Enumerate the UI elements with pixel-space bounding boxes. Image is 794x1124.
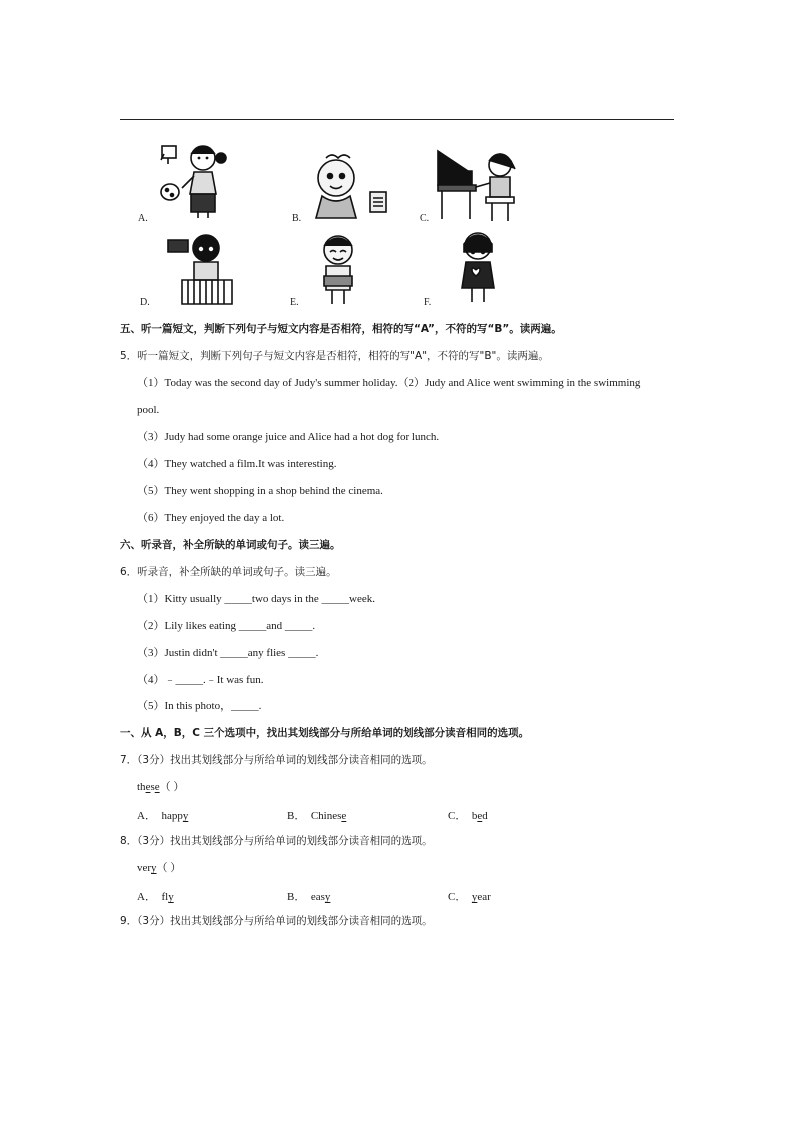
question-6-item: （3）Justin didn't _____any flies _____. — [137, 647, 319, 659]
picture-label: B. — [292, 213, 302, 224]
picture-e-girl-book — [308, 232, 368, 306]
question-5-item: （3）Judy had some orange juice and Alice had a hot dog for lunch. — [137, 431, 440, 443]
question-8-stem: 8．（3分）找出其划线部分与所给单词的划线部分读音相同的选项。 — [120, 835, 433, 847]
question-6-item: （2）Lily likes eating _____and _____. — [137, 620, 316, 632]
question-9-stem: 9．（3分）找出其划线部分与所给单词的划线部分读音相同的选项。 — [120, 915, 433, 927]
picture-b-baby-reading — [310, 152, 392, 224]
question-7-option-c[interactable]: C． bed — [448, 810, 488, 822]
question-5-stem: 5．听一篇短文，判断下列句子与短文内容是否相符，相符的写"A"，不符的写"B"。读两遍。 — [120, 350, 549, 362]
picture-c-piano-girl — [436, 145, 526, 225]
section6-heading: 六、听录音，补全所缺的单词或句子。读三遍。 — [120, 539, 341, 551]
picture-label: C. — [420, 213, 430, 224]
question-8-word: very（ ） — [137, 862, 182, 874]
question-5-item: pool. — [137, 404, 160, 416]
picture-a-painting-girl — [158, 140, 248, 220]
question-5-item: （6）They enjoyed the day a lot. — [137, 512, 285, 524]
picture-label: F. — [424, 297, 432, 308]
question-5-item: （4）They watched a film.It was interesting. — [137, 458, 337, 470]
question-6-item: （5）In this photo，_____. — [137, 700, 262, 712]
question-6-item: （1）Kitty usually _____two days in the _____week. — [137, 593, 376, 605]
question-6-stem: 6．听录音，补全所缺的单词或句子。读三遍。 — [120, 566, 337, 578]
picture-d-teacher-keyboard — [160, 230, 240, 306]
question-7-option-b[interactable]: B． Chinese — [287, 810, 347, 822]
question-7-word: these（ ） — [137, 781, 185, 793]
picture-f-girl-heart — [450, 230, 510, 306]
question-8-option-a[interactable]: A． fly — [137, 891, 174, 903]
question-6-item: （4）﹣_____.﹣It was fun. — [137, 674, 264, 686]
picture-label: D. — [140, 297, 150, 308]
picture-label: A. — [138, 213, 148, 224]
question-7-stem: 7．（3分）找出其划线部分与所给单词的划线部分读音相同的选项。 — [120, 754, 433, 766]
header-rule — [120, 119, 674, 120]
question-5-item: （5）They went shopping in a shop behind the cinema. — [137, 485, 383, 497]
section5-heading: 五、听一篇短文，判断下列句子与短文内容是否相符，相符的写“A”，不符的写“B”。读两遍。 — [120, 323, 562, 335]
picture-label: E. — [290, 297, 299, 308]
question-8-option-b[interactable]: B． easy — [287, 891, 331, 903]
question-5-item: （1）Today was the second day of Judy's summer holiday.（2）Judy and Alice went swimming in the swimming — [137, 377, 641, 389]
question-7-option-a[interactable]: A． happy — [137, 810, 189, 822]
question-8-option-c[interactable]: C． year — [448, 891, 491, 903]
section1-heading: 一、从 A，B，C 三个选项中，找出其划线部分与所给单词的划线部分读音相同的选项。 — [120, 727, 530, 739]
